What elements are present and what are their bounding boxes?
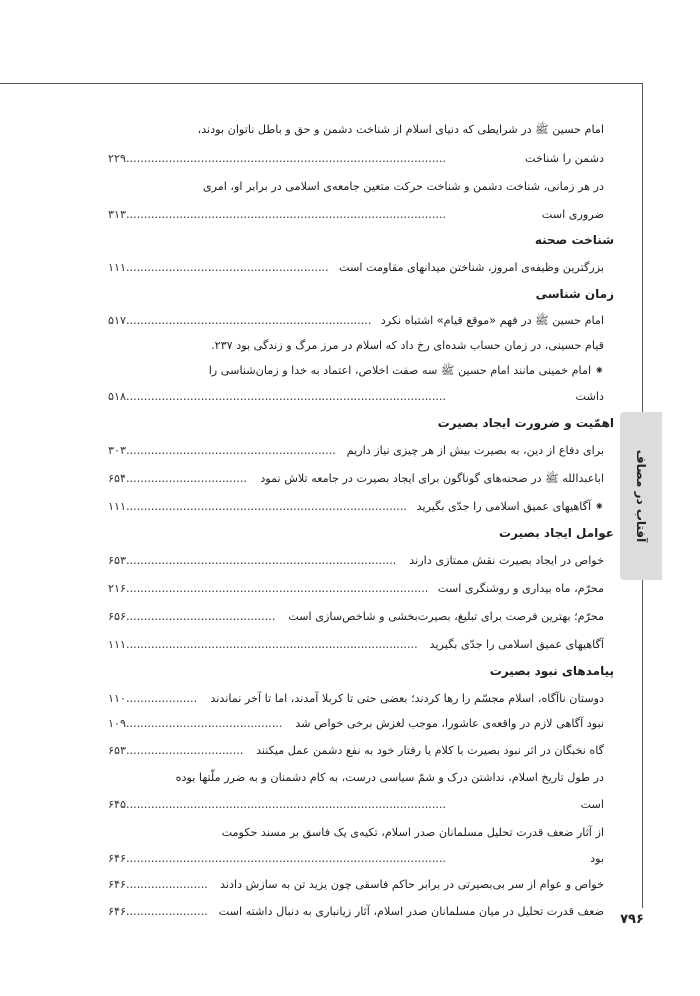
entry-text: در طول تاریخ اسلام، نداشتن درک و شمّ سیاسی درست، به کام دشمنان و به ضرر ملّتها بوده: [175, 771, 604, 784]
section-heading-time-awareness: زمان شناسی: [535, 287, 614, 301]
entry-page-ref: [108, 385, 446, 409]
entry-text: ضعف قدرت تحلیل در میان مسلمانان صدر اسلام، آثار زیانباری به دنبال داشته است: [218, 905, 604, 918]
section-heading-factors-of-insight: عوامل ایجاد بصیرت: [498, 526, 614, 540]
entry-page-number: ۶۴۶: [108, 878, 127, 891]
entry-text: ⁕ آگاهیهای عمیق اسلامی را جدّی بگیرید: [416, 500, 604, 513]
entry-page-number: ۵۱۷: [108, 314, 127, 327]
index-entry: [108, 467, 604, 491]
index-entry: [108, 309, 604, 333]
entry-page-ref: [108, 549, 396, 573]
entry-page-number: ۲۲۹: [108, 152, 127, 165]
index-text-line: [108, 334, 604, 358]
entry-text: قیام حسینی، در زمان حساب شده‌ای رخ داد که اسلام در مرز مرگ و زندگی بود ۲۳۷.: [211, 339, 604, 352]
dot-leader: .......................: [126, 878, 208, 891]
entry-text: داشت: [575, 390, 604, 403]
entry-text: آگاهیهای عمیق اسلامی را جدّی بگیرید: [429, 638, 604, 651]
entry-text: ضروری است: [541, 208, 604, 221]
index-entry: [108, 495, 604, 519]
entry-text: محرّم، ماه بیداری و روشنگری است: [437, 582, 604, 595]
entry-text: اباعبدالله ﷺ در صحنه‌های گوناگون برای ایجاد بصیرت در جامعه تلاش نمود: [260, 472, 604, 485]
index-entry: [108, 385, 604, 409]
dot-leader: ..........................................................................................: [126, 208, 447, 221]
index-entry: [108, 793, 604, 817]
dot-leader: ..........................................................................................: [126, 852, 447, 865]
entry-text: امام حسین ﷺ در فهم «موقع قیام» اشتباه نکرد: [380, 314, 604, 327]
entry-page-ref: [108, 873, 208, 897]
entry-page-ref: [108, 577, 428, 601]
dot-leader: ..........................................................................................: [126, 798, 447, 811]
index-entry: [108, 687, 604, 711]
dot-leader: ..........................................................................................: [126, 390, 447, 403]
dot-leader: ..................................................................................: [126, 638, 418, 651]
dot-leader: .................................: [126, 744, 244, 757]
dot-leader: .....................................................................................: [126, 582, 429, 595]
entry-text: بود: [590, 852, 604, 865]
entry-page-ref: [108, 900, 208, 924]
entry-page-ref: [108, 712, 283, 736]
dot-leader: ............................................: [126, 717, 283, 730]
dot-leader: ...........................................................: [126, 444, 336, 457]
entry-page-ref: [108, 439, 336, 463]
entry-text: دوستان ناآگاه، اسلام مجسّم را رها کردند؛ بعضی حتی تا کربلا آمدند، اما تا آخر نماندند: [210, 692, 604, 705]
index-entry: [108, 439, 604, 463]
entry-page-ref: [108, 793, 446, 817]
entry-page-number: ۶۴۶: [108, 905, 127, 918]
entry-page-ref: [108, 256, 329, 280]
index-entry: [108, 577, 604, 601]
section-heading-understanding-the-scene: شناخت صحنه: [534, 233, 614, 247]
dot-leader: .....................................................................: [126, 314, 372, 327]
entry-text: خواص در ایجاد بصیرت نقش ممتازی دارند: [409, 554, 604, 567]
entry-text: دشمن را شناخت: [524, 152, 604, 165]
index-entry: [108, 900, 604, 924]
entry-page-number: ۱۰۹: [108, 717, 127, 730]
entry-text: خواص و عوام از سر بی‌بصیرتی در برابر حاکم فاسقی چون یزید تن به سازش دادند: [220, 878, 604, 891]
entry-page-ref: [108, 687, 197, 711]
entry-text: است: [580, 798, 604, 811]
entry-text: گاه نخبگان در اثر نبود بصیرت با کلام یا رفتار خود به نفع دشمن عمل میکنند: [256, 744, 604, 757]
entry-page-number: ۶۵۳: [108, 554, 127, 567]
index-text-line: [108, 821, 604, 845]
entry-page-number: ۶۵۴: [108, 472, 127, 485]
dot-leader: ..................................: [126, 472, 247, 485]
index-text-line: [108, 766, 604, 790]
index-text-line: [108, 175, 604, 199]
entry-page-ref: [108, 147, 446, 171]
entry-page-ref: [108, 495, 407, 519]
entry-page-number: ۶۵۶: [108, 610, 127, 623]
entry-page-ref: [108, 633, 418, 657]
entry-page-ref: [108, 309, 371, 333]
entry-page-number: ۳۰۳: [108, 444, 127, 457]
index-entry: [108, 605, 604, 629]
dot-leader: ..........................................................................................: [126, 152, 447, 165]
entry-page-number: ۶۴۵: [108, 798, 127, 811]
entry-page-ref: [108, 203, 446, 227]
entry-text: محرّم؛ بهترین فرصت برای تبلیغ، بصیرت‌بخشی و شاخص‌سازی است: [288, 610, 604, 623]
section-heading-importance-of-insight: اهمّیت و ضرورت ایجاد بصیرت: [437, 416, 614, 430]
entry-text: امام حسین ﷺ در شرایطی که دنیای اسلام از شناخت دشمن و حق و باطل ناتوان بودند،: [197, 123, 604, 136]
entry-page-number: ۶۴۶: [108, 852, 127, 865]
index-entry: [108, 256, 604, 280]
dot-leader: ..........................................: [126, 610, 276, 623]
entry-page-ref: [108, 467, 247, 491]
index-text-line: [108, 118, 604, 142]
dot-leader: .........................................................: [126, 261, 329, 274]
section-heading-consequences-of-lacking-insight: پیامدهای نبود بصیرت: [489, 664, 614, 678]
index-entry: [108, 712, 604, 736]
dot-leader: ............................................................................: [126, 554, 397, 567]
entry-page-number: ۱۱۱: [108, 638, 127, 651]
index-entry: [108, 633, 604, 657]
entry-page-number: ۱۱۱: [108, 500, 127, 513]
dot-leader: ....................: [126, 692, 198, 705]
entry-text: در هر زمانی، شناخت دشمن و شناخت حرکت متعین جامعه‌ی اسلامی در برابر او، امری: [202, 180, 604, 193]
index-entry: [108, 549, 604, 573]
index-text-line: [108, 359, 604, 383]
entry-text: ⁕ امام خمینی مانند امام حسین ﷺ سه صفت اخلاص، اعتماد به خدا و زمان‌شناسی را: [208, 364, 604, 377]
index-entry: [108, 847, 604, 871]
entry-page-number: ۱۱۰: [108, 692, 127, 705]
entry-text: برای دفاع از دین، به بصیرت بیش از هر چیزی نیاز داریم: [346, 444, 604, 457]
entry-text: از آثار ضعف قدرت تحلیل مسلمانان صدر اسلام، تکیه‌ی یک فاسق بر مسند حکومت: [221, 826, 604, 839]
index-entry: [108, 203, 604, 227]
page-number: ۷۹۶: [620, 912, 644, 927]
entry-page-ref: [108, 739, 243, 763]
entry-text: بزرگترین وظیفه‌ی امروز، شناختن میدانهای مقاومت است: [339, 261, 604, 274]
entry-page-number: ۵۱۸: [108, 390, 127, 403]
entry-page-number: ۱۱۱: [108, 261, 127, 274]
index-entry: [108, 739, 604, 763]
entry-page-ref: [108, 847, 446, 871]
side-chapter-title: آفتاب در مصاف: [634, 449, 648, 543]
index-entry: [108, 147, 604, 171]
index-entry: [108, 873, 604, 897]
entry-page-number: ۲۱۶: [108, 582, 127, 595]
dot-leader: ...............................................................................: [126, 500, 407, 513]
entry-text: نبود آگاهی لازم در واقعه‌ی عاشورا، موجب لغزش برخی خواص شد: [295, 717, 604, 730]
entry-page-ref: [108, 605, 275, 629]
dot-leader: .......................: [126, 905, 208, 918]
entry-page-number: ۶۵۳: [108, 744, 127, 757]
entry-page-number: ۳۱۳: [108, 208, 127, 221]
